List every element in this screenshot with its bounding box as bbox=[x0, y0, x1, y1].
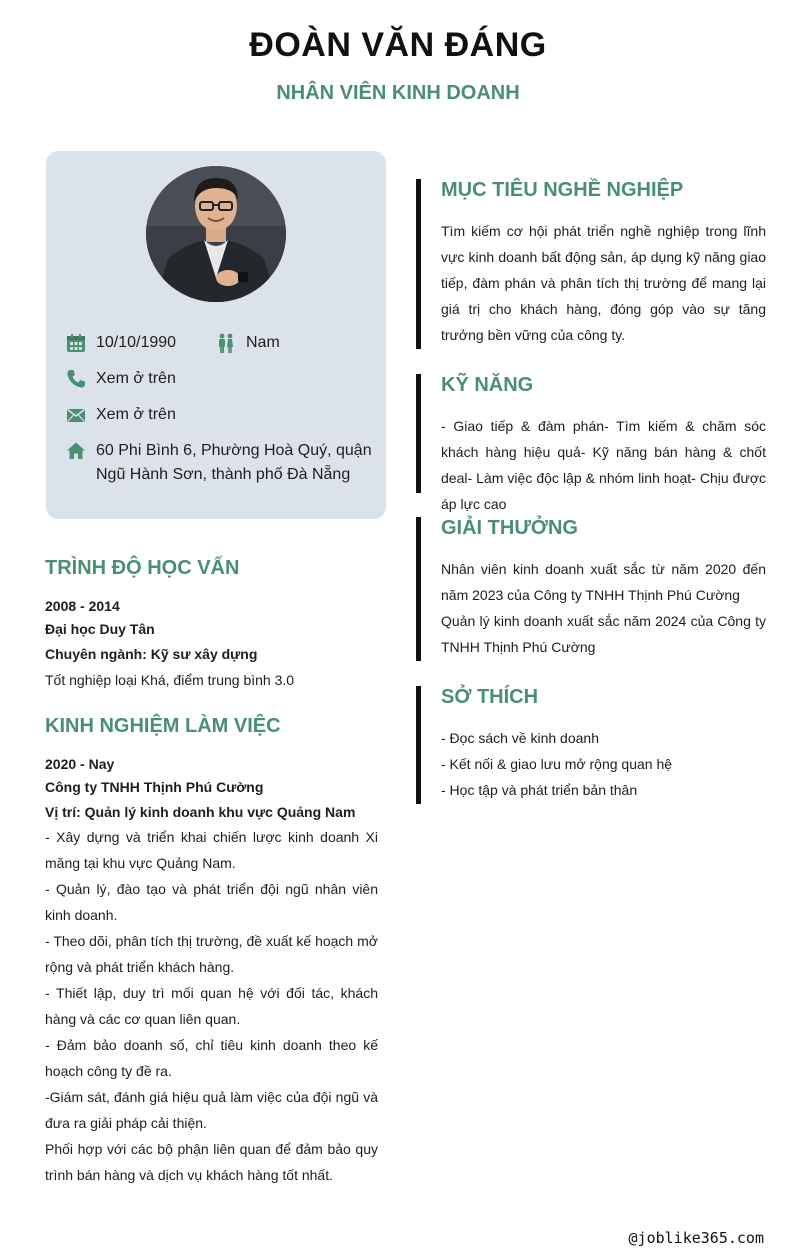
experience-period: 2020 - Nay bbox=[45, 756, 115, 772]
duty-item: Phối hợp với các bộ phận liên quan để đảm bảo quy trình bán hàng và dịch vụ khách hàng tốt nhất. bbox=[45, 1141, 378, 1183]
candidate-name: ĐOÀN VĂN ĐÁNG bbox=[249, 26, 547, 64]
hobbies-title: SỞ THÍCH bbox=[441, 686, 539, 708]
experience-company: Công ty TNHH Thịnh Phú Cường bbox=[45, 779, 264, 795]
profile-card bbox=[46, 151, 386, 519]
duty-item: - Quản lý, đào tạo và phát triển đội ngũ nhân viên kinh doanh. bbox=[45, 881, 378, 923]
phone-value: Xem ở trên bbox=[96, 370, 176, 387]
experience-title: KINH NGHIỆM LÀM VIỆC bbox=[45, 715, 281, 737]
duty-item: - Thiết lập, duy trì mối quan hệ với đối tác, khách hàng và các cơ quan liên quan. bbox=[45, 985, 378, 1027]
objective-section bbox=[416, 179, 771, 349]
address-line2: Ngũ Hành Sơn, thành phố Đà Nẵng bbox=[96, 466, 351, 483]
hobby-item: - Kết nối & giao lưu mở rộng quan hệ bbox=[441, 756, 673, 772]
gender-value: Nam bbox=[246, 334, 280, 351]
experience-duties bbox=[45, 824, 378, 1188]
skills-text: - Giao tiếp & đàm phán- Tìm kiếm & chăm sóc khách hàng hiệu quả- Kỹ năng bán hàng & chốt deal- Làm việc độc lập & nhóm linh hoạt- Chịu được áp lực cao bbox=[441, 418, 766, 512]
site-watermark: @joblike365.com bbox=[628, 1229, 764, 1247]
avatar bbox=[146, 166, 286, 302]
education-major: Chuyên ngành: Kỹ sư xây dựng bbox=[45, 646, 258, 662]
duty-item: - Đảm bảo doanh số, chỉ tiêu kinh doanh theo kế hoạch công ty đề ra. bbox=[45, 1037, 378, 1079]
duty-item: - Xây dựng và triển khai chiến lược kinh doanh Xi măng tại khu vực Quảng Nam. bbox=[45, 829, 378, 871]
award-item: Quản lý kinh doanh xuất sắc năm 2024 của Công ty TNHH Thịnh Phú Cường bbox=[441, 613, 766, 655]
award-item: Nhân viên kinh doanh xuất sắc từ năm 2020 đến năm 2023 của Công ty TNHH Thịnh Phú Cường bbox=[441, 561, 766, 603]
duty-item: - Theo dõi, phân tích thị trường, đề xuất kế hoạch mở rộng và phát triển khách hàng. bbox=[45, 933, 378, 975]
experience-position: Vị trí: Quản lý kinh doanh khu vực Quảng Nam bbox=[45, 804, 356, 820]
candidate-role: NHÂN VIÊN KINH DOANH bbox=[276, 82, 520, 104]
phone-icon bbox=[66, 369, 86, 389]
objective-text: Tìm kiếm cơ hội phát triển nghề nghiệp trong lĩnh vực kinh doanh bất động sản, áp dụng kỹ năng giao tiếp, đàm phán và phân tích thị trường để mang lại giá trị cho khách hàng, đóng góp vào sự tăng trưởng bền vững của công ty. bbox=[441, 223, 766, 343]
education-title: TRÌNH ĐỘ HỌC VẤN bbox=[45, 557, 240, 579]
hobby-item: - Học tập và phát triển bản thân bbox=[441, 782, 638, 798]
hobbies-list bbox=[441, 725, 766, 803]
calendar-icon bbox=[66, 333, 86, 353]
education-period: 2008 - 2014 bbox=[45, 598, 120, 614]
address-row bbox=[66, 439, 372, 487]
hobby-item: - Đọc sách về kinh doanh bbox=[441, 730, 599, 746]
awards-section bbox=[416, 517, 771, 661]
hobbies-section bbox=[416, 686, 771, 804]
education-result: Tốt nghiệp loại Khá, điểm trung bình 3.0 bbox=[45, 672, 295, 688]
address-line1: 60 Phi Bình 6, Phường Hoà Quý, quận bbox=[96, 442, 372, 459]
education-school: Đại học Duy Tân bbox=[45, 621, 155, 637]
skills-section bbox=[416, 374, 771, 512]
awards-title: GIẢI THƯỞNG bbox=[441, 517, 578, 539]
birthdate-value: 10/10/1990 bbox=[96, 334, 177, 351]
skills-title: KỸ NĂNG bbox=[441, 374, 534, 396]
objective-title: MỤC TIÊU NGHỀ NGHIỆP bbox=[441, 179, 684, 201]
home-icon bbox=[66, 441, 86, 461]
email-icon bbox=[66, 405, 86, 425]
gender-icon bbox=[216, 333, 236, 353]
awards-list bbox=[441, 556, 766, 660]
email-value: Xem ở trên bbox=[96, 406, 176, 423]
duty-item: -Giám sát, đánh giá hiệu quả làm việc của đội ngũ và đưa ra giải pháp cải thiện. bbox=[45, 1089, 378, 1131]
